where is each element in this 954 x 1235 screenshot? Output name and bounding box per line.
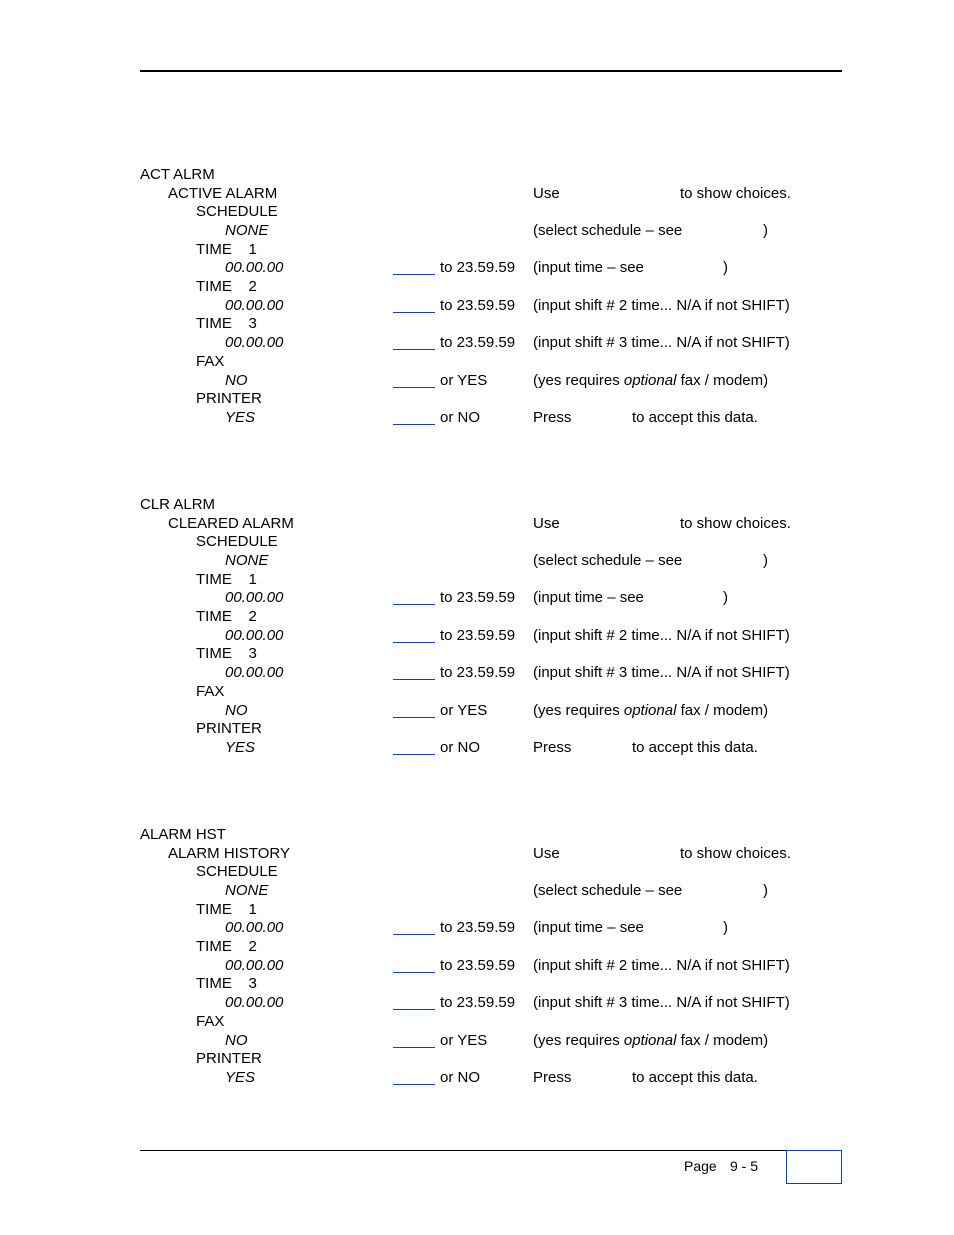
time1-note: (input time – see	[533, 589, 644, 606]
schedule-label: SCHEDULE	[196, 203, 278, 220]
schedule-note-close: )	[763, 882, 768, 899]
printer-link-blank[interactable]	[393, 754, 435, 755]
use-text: Use	[533, 845, 560, 862]
schedule-label: SCHEDULE	[196, 533, 278, 550]
time1-value: 00.00.00	[225, 919, 284, 936]
footer-page-box	[786, 1150, 842, 1184]
time3-range: to 23.59.59	[440, 334, 516, 351]
time1-value: 00.00.00	[225, 259, 284, 276]
printer-range: or NO	[440, 409, 481, 426]
fax-note: (yes requires optional fax / modem)	[533, 372, 769, 389]
time2-note: (input shift # 2 time... N/A if not SHIFT)	[533, 957, 790, 974]
fax-range: or YES	[440, 372, 488, 389]
time1-note: (input time – see	[533, 259, 644, 276]
time1-note-close: )	[723, 589, 728, 606]
printer-value: YES	[225, 1069, 256, 1086]
printer-range: or NO	[440, 739, 481, 756]
time2-range: to 23.59.59	[440, 297, 516, 314]
header-rule	[140, 70, 842, 72]
time2-value: 00.00.00	[225, 297, 284, 314]
press-text: Press	[533, 739, 572, 756]
time2-link-blank[interactable]	[393, 312, 435, 313]
time2-link-blank[interactable]	[393, 972, 435, 973]
fax-note-emphasis: optional	[623, 372, 677, 389]
time1-note-close: )	[723, 259, 728, 276]
schedule-note: (select schedule – see	[533, 222, 683, 239]
schedule-note: (select schedule – see	[533, 552, 683, 569]
fax-note: (yes requires optional fax / modem)	[533, 702, 769, 719]
time3-note: (input shift # 3 time... N/A if not SHIFT)	[533, 334, 790, 351]
printer-link-blank[interactable]	[393, 424, 435, 425]
use-text: Use	[533, 185, 560, 202]
time1-note-close: )	[723, 919, 728, 936]
schedule-note: (select schedule – see	[533, 882, 683, 899]
menu-name: ACTIVE ALARM	[168, 185, 278, 202]
time1-label: TIME 1	[196, 901, 257, 918]
time1-label: TIME 1	[196, 571, 257, 588]
time2-link-blank[interactable]	[393, 642, 435, 643]
accept-text: to accept this data.	[632, 739, 758, 756]
time3-note: (input shift # 3 time... N/A if not SHIFT)	[533, 664, 790, 681]
fax-label: FAX	[196, 1013, 225, 1030]
time2-value: 00.00.00	[225, 627, 284, 644]
menu-name: ALARM HISTORY	[168, 845, 290, 862]
time3-note: (input shift # 3 time... N/A if not SHIFT)	[533, 994, 790, 1011]
time1-link-blank[interactable]	[393, 934, 435, 935]
menu-code: ACT ALRM	[140, 166, 215, 183]
time2-note: (input shift # 2 time... N/A if not SHIFT)	[533, 297, 790, 314]
time1-value: 00.00.00	[225, 589, 284, 606]
time3-label: TIME 3	[196, 975, 257, 992]
fax-range: or YES	[440, 1032, 488, 1049]
fax-note-emphasis: optional	[623, 702, 677, 719]
time1-note: (input time – see	[533, 919, 644, 936]
time2-range: to 23.59.59	[440, 627, 516, 644]
time1-range: to 23.59.59	[440, 259, 516, 276]
show-choices-text: to show choices.	[680, 185, 791, 202]
printer-label: PRINTER	[196, 390, 262, 407]
printer-range: or NO	[440, 1069, 481, 1086]
printer-label: PRINTER	[196, 1050, 262, 1067]
time1-link-blank[interactable]	[393, 604, 435, 605]
footer-page-number: 9 - 5	[730, 1158, 759, 1174]
schedule-value: NONE	[225, 552, 269, 569]
footer-rule	[140, 1150, 786, 1151]
time2-value: 00.00.00	[225, 957, 284, 974]
accept-text: to accept this data.	[632, 1069, 758, 1086]
schedule-value: NONE	[225, 882, 269, 899]
footer-page-label: Page	[684, 1158, 717, 1174]
menu-code: ALARM HST	[140, 826, 226, 843]
printer-value: YES	[225, 739, 256, 756]
time2-label: TIME 2	[196, 608, 257, 625]
time3-value: 00.00.00	[225, 664, 284, 681]
time3-range: to 23.59.59	[440, 994, 516, 1011]
show-choices-text: to show choices.	[680, 845, 791, 862]
schedule-label: SCHEDULE	[196, 863, 278, 880]
use-text: Use	[533, 515, 560, 532]
printer-value: YES	[225, 409, 256, 426]
accept-text: to accept this data.	[632, 409, 758, 426]
time3-link-blank[interactable]	[393, 679, 435, 680]
time1-range: to 23.59.59	[440, 589, 516, 606]
time2-label: TIME 2	[196, 278, 257, 295]
fax-note: (yes requires optional fax / modem)	[533, 1032, 769, 1049]
fax-range: or YES	[440, 702, 488, 719]
printer-label: PRINTER	[196, 720, 262, 737]
time1-range: to 23.59.59	[440, 919, 516, 936]
time3-label: TIME 3	[196, 315, 257, 332]
fax-label: FAX	[196, 683, 225, 700]
menu-code: CLR ALRM	[140, 496, 216, 513]
fax-link-blank[interactable]	[393, 717, 435, 718]
fax-link-blank[interactable]	[393, 387, 435, 388]
printer-link-blank[interactable]	[393, 1084, 435, 1085]
schedule-value: NONE	[225, 222, 269, 239]
fax-value: NO	[225, 702, 248, 719]
time3-value: 00.00.00	[225, 334, 284, 351]
fax-label: FAX	[196, 353, 225, 370]
time3-link-blank[interactable]	[393, 1009, 435, 1010]
time2-label: TIME 2	[196, 938, 257, 955]
press-text: Press	[533, 409, 572, 426]
fax-note-emphasis: optional	[623, 1032, 677, 1049]
time1-label: TIME 1	[196, 241, 257, 258]
menu-name: CLEARED ALARM	[168, 515, 294, 532]
fax-value: NO	[225, 1032, 248, 1049]
time3-label: TIME 3	[196, 645, 257, 662]
time3-link-blank[interactable]	[393, 349, 435, 350]
fax-link-blank[interactable]	[393, 1047, 435, 1048]
fax-value: NO	[225, 372, 248, 389]
time3-range: to 23.59.59	[440, 664, 516, 681]
section-alarm-history	[0, 826, 954, 1126]
show-choices-text: to show choices.	[680, 515, 791, 532]
press-text: Press	[533, 1069, 572, 1086]
schedule-note-close: )	[763, 222, 768, 239]
section-cleared-alarm	[0, 496, 954, 796]
section-active-alarm	[0, 166, 954, 466]
time3-value: 00.00.00	[225, 994, 284, 1011]
time2-range: to 23.59.59	[440, 957, 516, 974]
time1-link-blank[interactable]	[393, 274, 435, 275]
time2-note: (input shift # 2 time... N/A if not SHIFT)	[533, 627, 790, 644]
schedule-note-close: )	[763, 552, 768, 569]
